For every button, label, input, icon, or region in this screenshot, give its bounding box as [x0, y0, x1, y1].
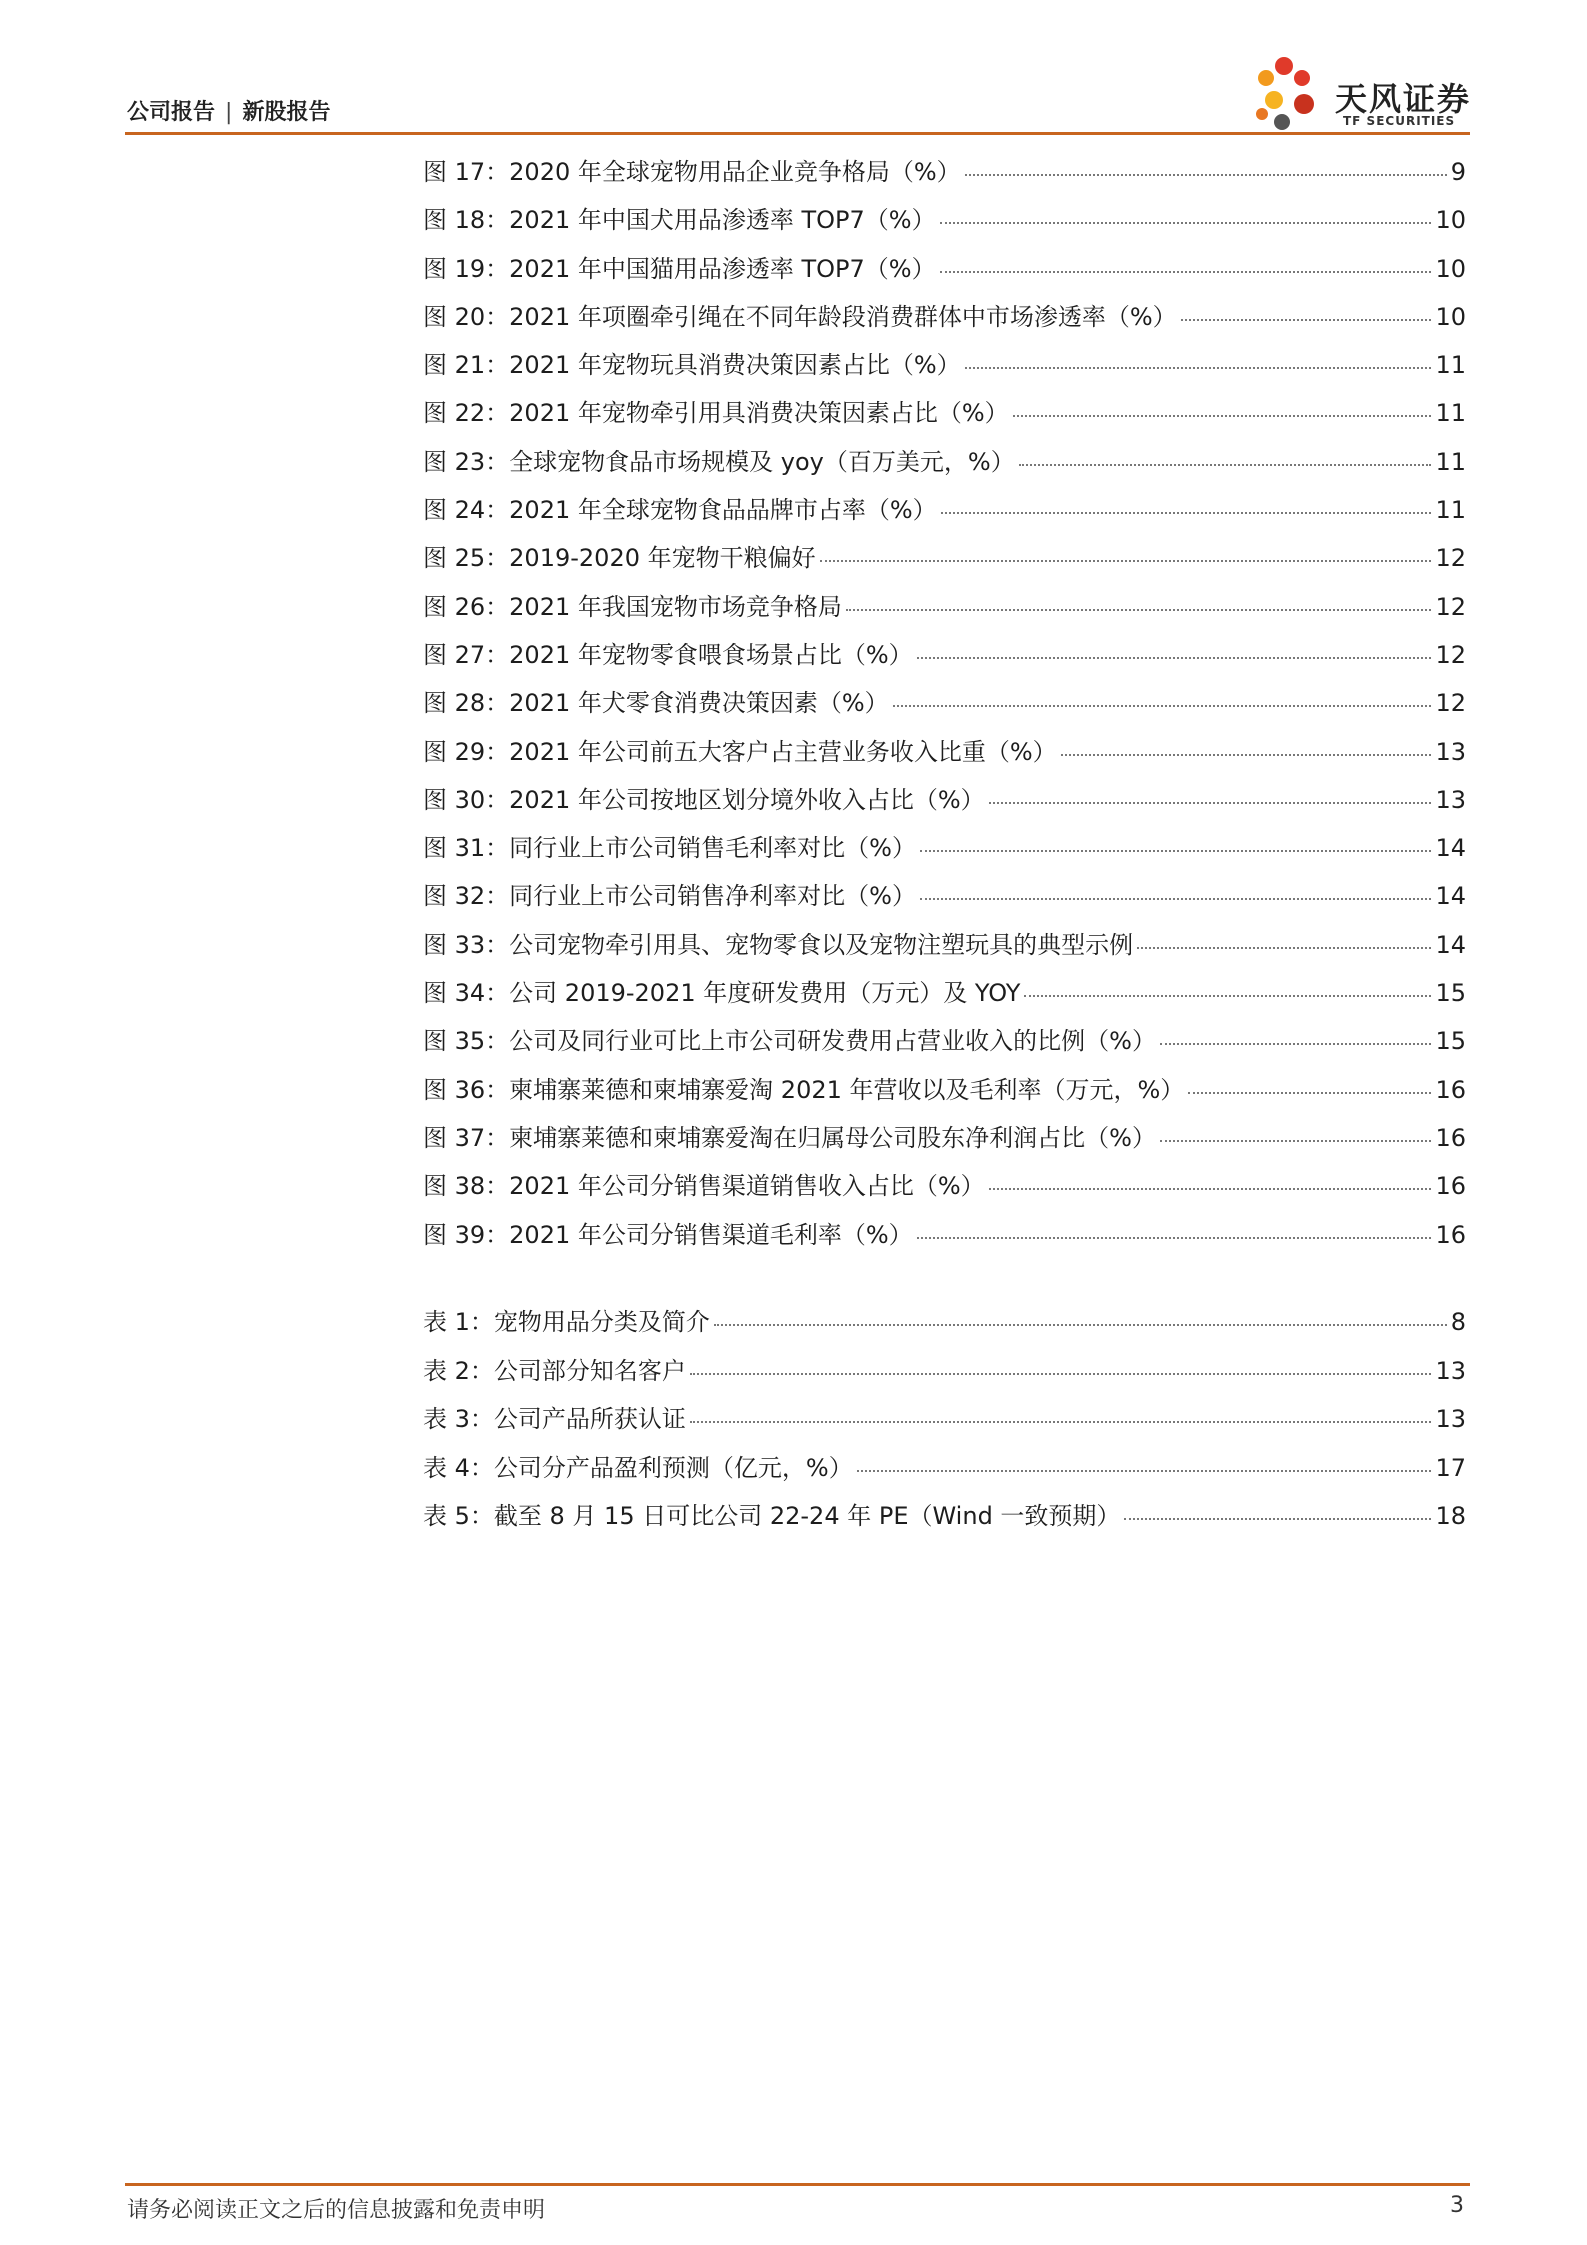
toc-entry-label[interactable]: 图 18：2021 年中国犬用品渗透率 TOP7（%）	[423, 206, 936, 235]
toc-entry-page[interactable]: 11	[1435, 399, 1466, 428]
dot-leader	[917, 1237, 1432, 1239]
toc-entry-label[interactable]: 图 33：公司宠物牵引用具、宠物零食以及宠物注塑玩具的典型示例	[423, 930, 1134, 959]
toc-entry-page[interactable]: 10	[1435, 206, 1466, 235]
toc-entry-label[interactable]: 图 19：2021 年中国猫用品渗透率 TOP7（%）	[423, 254, 936, 283]
figure-toc-entry[interactable]	[423, 538, 1466, 586]
figure-toc-entry[interactable]	[423, 297, 1466, 345]
figure-toc-list	[423, 152, 1466, 1263]
dot-leader	[1137, 947, 1431, 949]
figure-toc-entry[interactable]	[423, 345, 1466, 393]
figure-toc-entry[interactable]	[423, 200, 1466, 248]
toc-entry-page[interactable]: 11	[1435, 447, 1466, 476]
figure-toc-entry[interactable]	[423, 635, 1466, 683]
toc-entry-label[interactable]: 图 34：公司 2019-2021 年度研发费用（万元）及 YOY	[423, 979, 1021, 1008]
table-toc-entry[interactable]	[423, 1399, 1466, 1448]
table-toc-entry[interactable]	[423, 1496, 1466, 1545]
toc-entry-page[interactable]: 11	[1435, 351, 1466, 380]
figure-toc-entry[interactable]	[423, 442, 1466, 490]
figure-toc-entry[interactable]	[423, 1166, 1466, 1214]
figure-toc-entry[interactable]	[423, 683, 1466, 731]
figure-toc-entry[interactable]	[423, 780, 1466, 828]
dot-leader	[714, 1324, 1447, 1326]
dot-leader	[940, 271, 1432, 273]
figure-toc-entry[interactable]	[423, 925, 1466, 973]
dot-leader	[820, 560, 1432, 562]
toc-entry-label[interactable]: 图 29：2021 年公司前五大客户占主营业务收入比重（%）	[423, 737, 1057, 766]
dot-leader	[857, 1470, 1432, 1472]
figure-toc-entry[interactable]	[423, 490, 1466, 538]
toc-entry-page[interactable]: 16	[1435, 1220, 1466, 1249]
table-toc-entry[interactable]	[423, 1448, 1466, 1497]
dot-leader	[920, 898, 1431, 900]
figure-toc-entry[interactable]	[423, 587, 1466, 635]
dot-leader	[989, 1188, 1432, 1190]
toc-entry-page[interactable]: 12	[1435, 640, 1466, 669]
toc-entry-page[interactable]: 8	[1450, 1308, 1466, 1336]
toc-entry-page[interactable]: 12	[1435, 592, 1466, 621]
table-toc-entry[interactable]	[423, 1302, 1466, 1351]
toc-entry-page[interactable]: 12	[1435, 689, 1466, 718]
figure-toc-entry[interactable]	[423, 1021, 1466, 1069]
toc-entry-page[interactable]: 13	[1435, 1356, 1466, 1385]
dot-leader	[965, 174, 1447, 176]
toc-entry-page[interactable]: 12	[1435, 544, 1466, 573]
figure-toc-entry[interactable]	[423, 152, 1466, 200]
toc-entry-label[interactable]: 图 37：柬埔寨莱德和柬埔寨爱淘在归属母公司股东净利润占比（%）	[423, 1123, 1156, 1152]
dot-leader	[1061, 754, 1432, 756]
toc-entry-page[interactable]: 16	[1435, 1075, 1466, 1104]
report-subtype: 新股报告	[242, 100, 331, 125]
figure-toc-entry[interactable]	[423, 393, 1466, 441]
table-toc-entry[interactable]	[423, 1351, 1466, 1400]
toc-entry-page[interactable]: 15	[1435, 1027, 1466, 1056]
figure-toc-entry[interactable]	[423, 1118, 1466, 1166]
toc-entry-label[interactable]: 图 22：2021 年宠物牵引用具消费决策因素占比（%）	[423, 399, 1009, 428]
toc-entry-label[interactable]: 图 38：2021 年公司分销售渠道销售收入占比（%）	[423, 1172, 985, 1201]
toc-entry-label[interactable]: 图 30：2021 年公司按地区划分境外收入占比（%）	[423, 785, 985, 814]
toc-entry-label[interactable]: 表 2：公司部分知名客户	[423, 1356, 686, 1385]
dot-leader	[1024, 995, 1431, 997]
figure-toc-entry[interactable]	[423, 1215, 1466, 1263]
figure-toc-entry[interactable]	[423, 973, 1466, 1021]
toc-entry-label[interactable]: 图 31：同行业上市公司销售毛利率对比（%）	[423, 834, 916, 863]
toc-entry-label[interactable]: 图 28：2021 年犬零食消费决策因素（%）	[423, 689, 889, 718]
figure-toc-entry[interactable]	[423, 876, 1466, 924]
dot-leader	[965, 367, 1432, 369]
dot-leader	[893, 705, 1432, 707]
toc-entry-label[interactable]: 图 36：柬埔寨莱德和柬埔寨爱淘 2021 年营收以及毛利率（万元，%）	[423, 1075, 1185, 1104]
toc-entry-page[interactable]: 10	[1435, 302, 1466, 331]
toc-entry-label[interactable]: 表 3：公司产品所获认证	[423, 1405, 686, 1433]
dot-leader	[1160, 1043, 1431, 1045]
report-type: 公司报告	[127, 100, 216, 125]
toc-entry-page[interactable]: 18	[1435, 1502, 1466, 1530]
toc-entry-label[interactable]: 表 5：截至 8 月 15 日可比公司 22-24 年 PE（Wind 一致预期）	[423, 1502, 1121, 1530]
toc-entry-label[interactable]: 图 21：2021 年宠物玩具消费决策因素占比（%）	[423, 351, 961, 380]
toc-entry-label[interactable]: 表 1：宠物用品分类及简介	[423, 1308, 710, 1336]
dot-leader	[1160, 1140, 1431, 1142]
dot-leader	[1013, 415, 1432, 417]
toc-entry-label[interactable]: 图 35：公司及同行业可比上市公司研发费用占营业收入的比例（%）	[423, 1027, 1156, 1056]
toc-entry-label[interactable]: 图 26：2021 年我国宠物市场竞争格局	[423, 592, 842, 621]
toc-entry-page[interactable]: 16	[1435, 1172, 1466, 1201]
figure-toc-entry[interactable]	[423, 732, 1466, 780]
header-divider	[125, 132, 1470, 135]
toc-entry-page[interactable]: 14	[1435, 834, 1466, 863]
dot-leader	[1019, 464, 1432, 466]
toc-entry-page[interactable]: 13	[1435, 737, 1466, 766]
toc-entry-label[interactable]: 图 23：全球宠物食品市场规模及 yoy（百万美元，%）	[423, 447, 1015, 476]
toc-entry-label[interactable]: 图 27：2021 年宠物零食喂食场景占比（%）	[423, 640, 913, 669]
toc-entry-page[interactable]: 13	[1435, 1405, 1466, 1433]
toc-entry-label[interactable]: 图 20：2021 年项圈牵引绳在不同年龄段消费群体中市场渗透率（%）	[423, 302, 1177, 331]
toc-entry-page[interactable]: 10	[1435, 254, 1466, 283]
logo-subtitle: TF SECURITIES	[1343, 114, 1456, 128]
footer-divider	[125, 2183, 1470, 2186]
toc-entry-label[interactable]: 图 17：2020 年全球宠物用品企业竞争格局（%）	[423, 158, 961, 186]
dot-leader	[1181, 319, 1432, 321]
toc-entry-page[interactable]: 9	[1450, 158, 1466, 186]
toc-entry-label[interactable]: 图 24：2021 年全球宠物食品品牌市占率（%）	[423, 496, 937, 525]
toc-entry-page[interactable]: 13	[1435, 785, 1466, 814]
toc-entry-label[interactable]: 图 39：2021 年公司分销售渠道毛利率（%）	[423, 1220, 913, 1249]
dot-leader	[920, 850, 1431, 852]
dot-leader	[846, 609, 1432, 611]
toc-entry-page[interactable]: 17	[1435, 1453, 1466, 1482]
page-number: 3	[1450, 2193, 1464, 2218]
toc-entry-page[interactable]: 11	[1435, 496, 1466, 525]
dot-leader	[690, 1421, 1432, 1423]
dot-leader	[917, 657, 1432, 659]
toc-entry-label[interactable]: 图 32：同行业上市公司销售净利率对比（%）	[423, 882, 916, 911]
figure-toc-entry[interactable]	[423, 249, 1466, 297]
dot-leader	[690, 1373, 1432, 1375]
dot-leader	[940, 222, 1432, 224]
dot-leader	[1188, 1092, 1431, 1094]
toc-entry-page[interactable]: 15	[1435, 979, 1466, 1008]
dot-leader	[1124, 1518, 1431, 1520]
footer-disclaimer: 请务必阅读正文之后的信息披露和免责申明	[127, 2198, 546, 2223]
table-toc-list	[423, 1302, 1466, 1545]
header-separator: |	[225, 100, 233, 125]
toc-entry-page[interactable]: 14	[1435, 930, 1466, 959]
report-header	[127, 95, 330, 126]
dot-leader	[941, 512, 1432, 514]
toc-entry-page[interactable]: 14	[1435, 882, 1466, 911]
figure-toc-entry[interactable]	[423, 828, 1466, 876]
figure-toc-entry[interactable]	[423, 1070, 1466, 1118]
toc-entry-label[interactable]: 图 25：2019-2020 年宠物干粮偏好	[423, 544, 816, 573]
logo-name: 天风证券	[1335, 80, 1472, 118]
dot-leader	[989, 802, 1432, 804]
toc-entry-page[interactable]: 16	[1435, 1123, 1466, 1152]
toc-entry-label[interactable]: 表 4：公司分产品盈利预测（亿元，%）	[423, 1453, 853, 1482]
